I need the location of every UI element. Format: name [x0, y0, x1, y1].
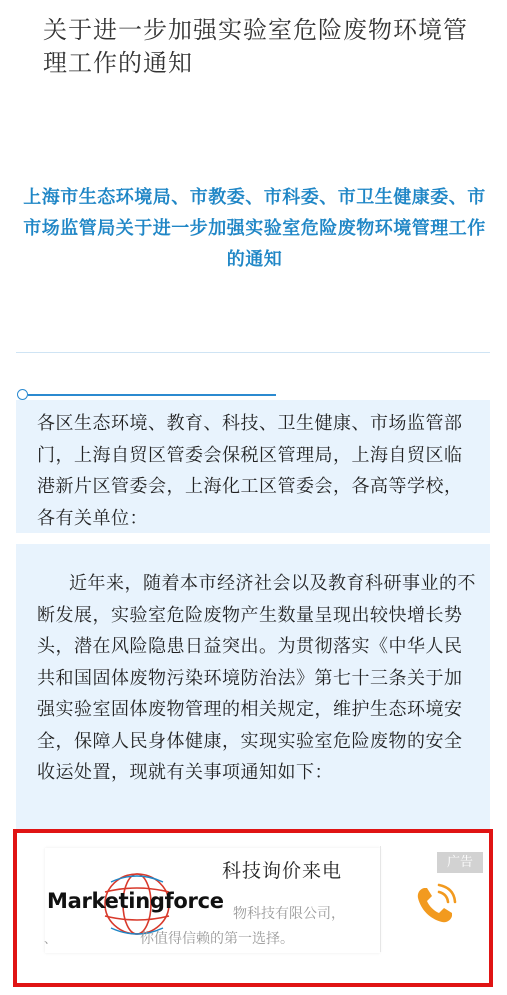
circle-decoration-icon	[17, 389, 28, 400]
blue-accent-line	[28, 394, 276, 396]
ad-logo-text: Marketingforce	[47, 889, 224, 913]
addressee-text: 各区生态环境、教育、科技、卫生健康、市场监管部门，上海自贸区管委会保税区管理局，上海自贸区临港新片区管委会，上海化工区管委会，各高等学校，各有关单位：	[37, 413, 463, 529]
phone-icon[interactable]	[410, 880, 460, 930]
ad-badge: 广告	[437, 852, 483, 873]
addressee-box	[16, 400, 490, 533]
ad-headline[interactable]: 科技询价来电	[222, 860, 343, 882]
body-box	[16, 544, 490, 834]
page-title: 关于进一步加强实验室危险废物环境管理工作的通知	[43, 16, 468, 77]
body-paragraph: 近年来，随着本市经济社会以及教育科研事业的不断发展，实验室危险废物产生数量呈现出较快增长势头，潜在风险隐患日益突出。为贯彻落实《中华人民共和国固体废物污染环境防治法》第七十三条关于加强实验室固体废物管理的相关规定，维护生态环境安全，保障人民身体健康，实现实验室危险废物的安全收运处置，现就有关事项通知如下：	[37, 573, 476, 783]
ad-description-line2: 你值得信赖的第一选择。	[140, 931, 294, 947]
article-subtitle: 上海市生态环境局、市教委、市科委、市卫生健康委、市市场监管局关于进一步加强实验室危险废物环境管理工作的通知	[23, 187, 486, 270]
ad-description-line1: 物科技有限公司，	[233, 906, 345, 922]
ad-separator	[380, 846, 381, 952]
divider	[16, 352, 490, 353]
ad-dot-text: 、	[44, 932, 57, 946]
